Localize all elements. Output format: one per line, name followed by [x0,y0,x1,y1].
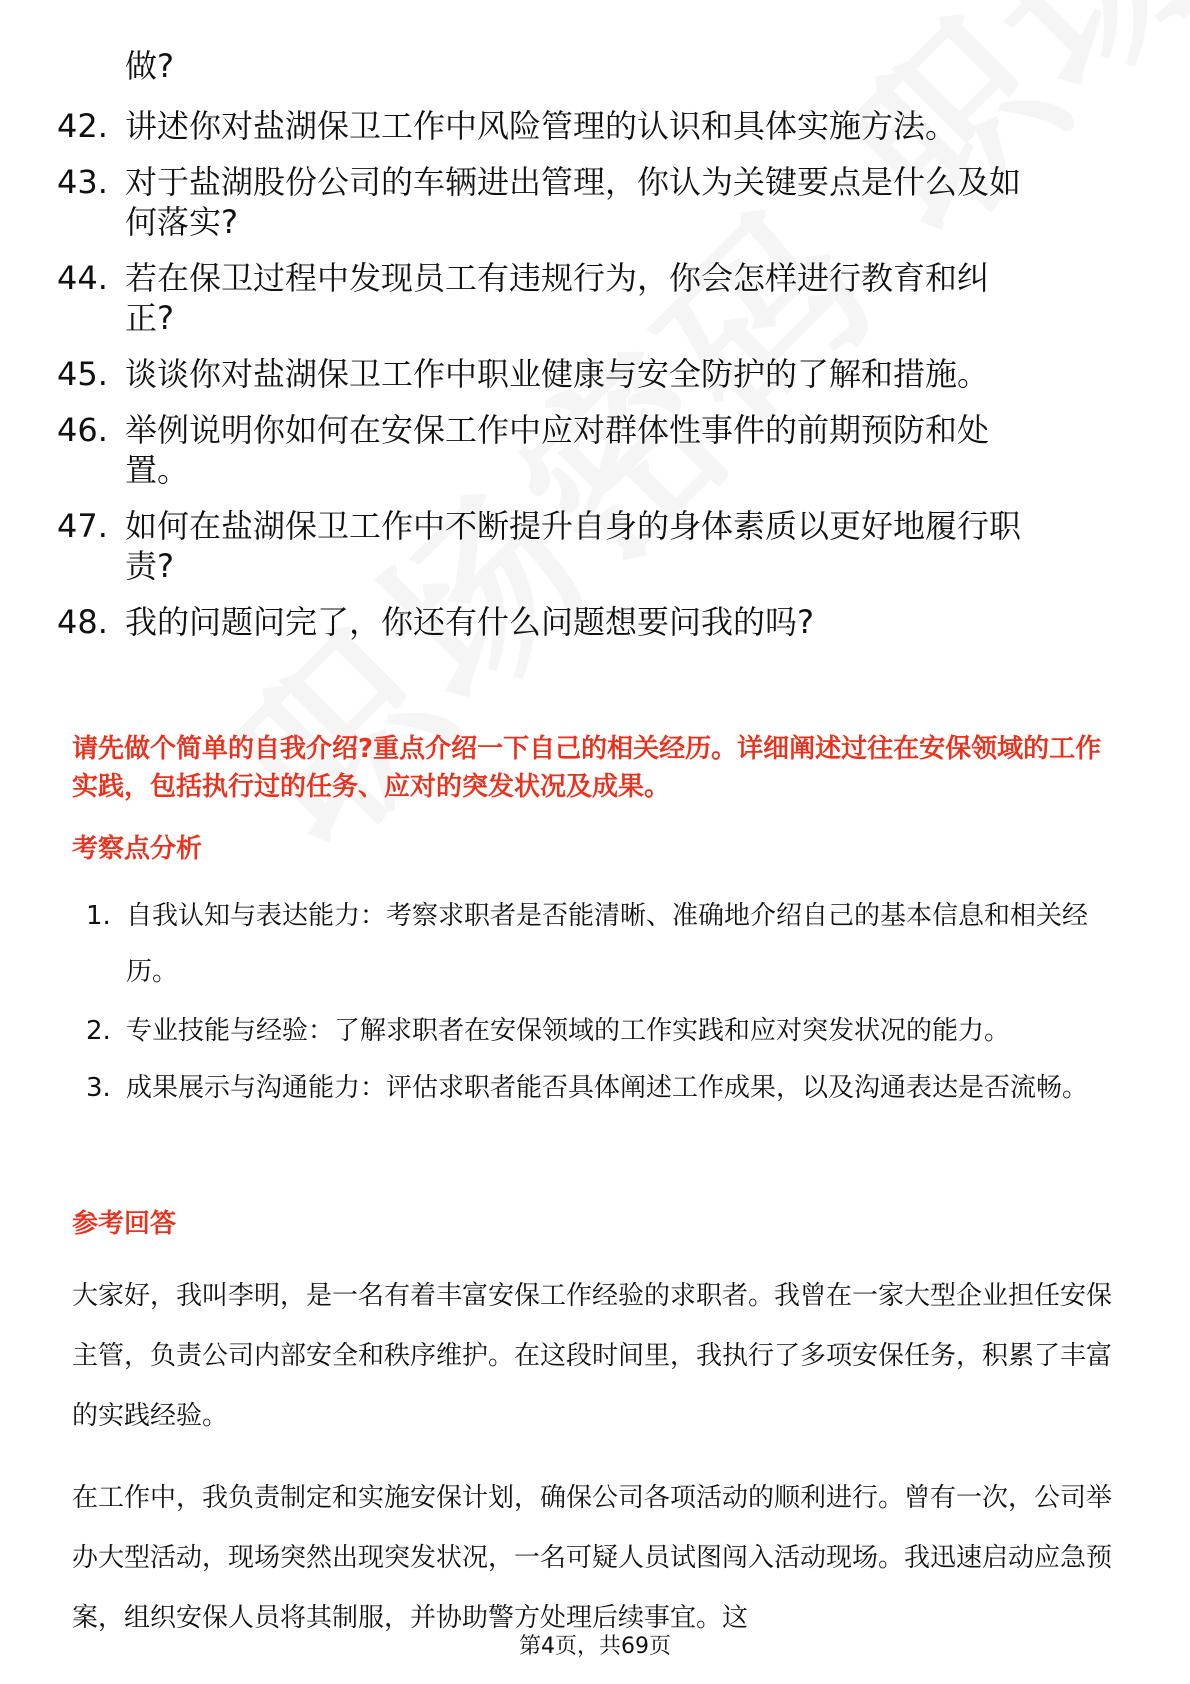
question-number: 44. [57,259,108,297]
analysis-heading: 考察点分析 [72,834,203,864]
question-text: 举例说明你如何在安保工作中应对群体性事件的前期预防和处 [125,411,990,449]
question-text: 何落实? [125,203,238,241]
analysis-text: 自我认知与表达能力：考察求职者是否能清晰、准确地介绍自己的基本信息和相关经历。 [126,901,1089,987]
question-text: 置。 [125,451,190,489]
page-number: 第4页，共69页 [519,1634,671,1659]
analysis-item [0,1060,1190,1172]
question-text: 做? [125,47,174,85]
analysis-number: 3. [86,1073,111,1103]
question-text: 正? [125,299,174,337]
question-number: 46. [57,411,108,449]
question-number: 47. [57,507,108,545]
question-text: 若在保卫过程中发现员工有违规行为，你会怎样进行教育和纠 [125,259,990,297]
question-text: 我的问题问完了，你还有什么问题想要问我的吗? [125,603,814,641]
analysis-text: 成果展示与沟通能力：评估求职者能否具体阐述工作成果，以及沟通表达是否流畅。 [126,1073,1089,1103]
answer-paragraph: 大家好，我叫李明，是一名有着丰富安保工作经验的求职者。我曾在一家大型企业担任安保主管，负责公司内部安全和秩序维护。在这段时间里，我执行了多项安保任务，积累了丰富的实践经验。 [72,1281,1113,1431]
answer-paragraph: 在工作中，我负责制定和实施安保计划，确保公司各项活动的顺利进行。曾有一次，公司举办大型活动，现场突然出现突发状况，一名可疑人员试图闯入活动现场。我迅速启动应急预案，组织安保人员将其制服，并协助警方处理后续事宜。这 [72,1483,1113,1633]
question-number: 45. [57,355,108,393]
question-text: 谈谈你对盐湖保卫工作中职业健康与安全防护的了解和措施。 [125,355,990,393]
highlight-question: 请先做个简单的自我介绍?重点介绍一下自己的相关经历。详细阐述过往在安保领域的工作实践，包括执行过的任务、应对的突发状况及成果。 [72,734,1102,802]
analysis-number: 1. [86,901,111,931]
question-number: 42. [57,107,108,145]
question-number: 43. [57,163,108,201]
question-text: 对于盐湖股份公司的车辆进出管理，你认为关键要点是什么及如 [125,163,1022,201]
analysis-number: 2. [86,1016,111,1046]
question-number: 48. [57,603,108,641]
question-text: 如何在盐湖保卫工作中不断提升自身的身体素质以更好地履行职 [125,507,1022,545]
answer-heading: 参考回答 [72,1209,177,1239]
analysis-text: 专业技能与经验：了解求职者在安保领域的工作实践和应对突发状况的能力。 [126,1016,1011,1046]
question-text: 讲述你对盐湖保卫工作中风险管理的认识和具体实施方法。 [125,107,958,145]
analysis-item [0,888,1190,1000]
question-text: 责? [125,547,174,585]
